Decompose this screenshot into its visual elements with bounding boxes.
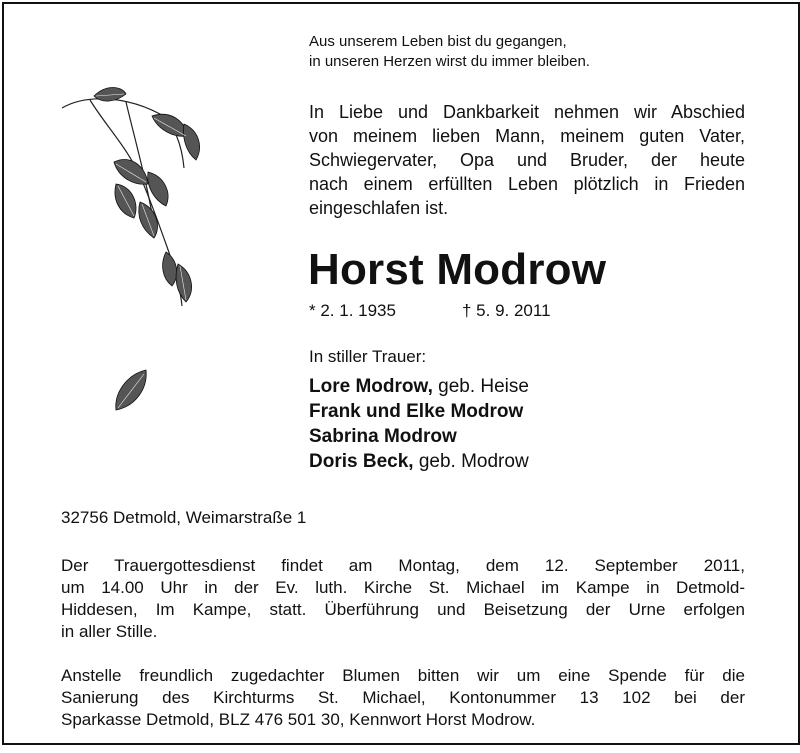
mourner-item xyxy=(309,374,529,399)
donation-line: Anstelle freundlich zugedachter Blumen bitten wir um eine Spende für die xyxy=(61,666,745,685)
service-line: in aller Stille. xyxy=(61,622,158,641)
intro-line: von meinem lieben Mann, meinem guten Vater, xyxy=(309,126,745,146)
intro-line: Schwiegervater, Opa und Bruder, der heute xyxy=(309,150,745,170)
service-line: um 14.00 Uhr in der Ev. luth. Kirche St. Michael im Kampe in Detmold- xyxy=(61,578,745,597)
service-info xyxy=(61,555,745,643)
service-line: Hiddesen, Im Kampe, statt. Überführung und Beisetzung der Urne erfolgen xyxy=(61,600,745,619)
service-line: Der Trauergottesdienst findet am Montag, dem 12. September 2011, xyxy=(61,556,745,575)
birth-date: * 2. 1. 1935 xyxy=(309,301,396,320)
mourner-note: geb. Modrow xyxy=(413,451,529,472)
deceased-name: Horst Modrow xyxy=(308,245,607,294)
mourning-heading: In stiller Trauer: xyxy=(309,347,427,366)
motto-line: Aus unserem Leben bist du gegangen, xyxy=(309,33,567,50)
mourner-item xyxy=(309,449,529,474)
intro-text xyxy=(309,100,745,220)
mourner-name: Doris Beck, xyxy=(309,451,414,472)
falling-leaf-illustration xyxy=(112,366,152,416)
mourner-item xyxy=(309,424,529,449)
mourner-note: geb. Heise xyxy=(432,376,529,397)
mourner-name: Sabrina Modrow xyxy=(309,426,457,447)
donation-line: Sanierung des Kirchturms St. Michael, Kontonummer 13 102 bei der xyxy=(61,688,745,707)
family-address: 32756 Detmold, Weimarstraße 1 xyxy=(61,508,307,527)
birch-branch-illustration xyxy=(56,76,206,336)
intro-line: In Liebe und Dankbarkeit nehmen wir Abschied xyxy=(309,102,745,122)
motto-verse xyxy=(309,32,590,72)
mourners-list xyxy=(309,374,529,474)
mourner-name: Lore Modrow, xyxy=(309,376,433,397)
donation-line: Sparkasse Detmold, BLZ 476 501 30, Kennwort Horst Modrow. xyxy=(61,710,536,729)
obituary-notice xyxy=(2,2,800,745)
intro-line: nach einem erfüllten Leben plötzlich in Frieden xyxy=(309,174,745,194)
mourner-item xyxy=(309,399,529,424)
motto-line: in unseren Herzen wirst du immer bleiben. xyxy=(309,53,590,70)
mourner-name: Frank und Elke Modrow xyxy=(309,401,524,422)
death-date: † 5. 9. 2011 xyxy=(462,301,551,320)
intro-line: eingeschlafen ist. xyxy=(309,198,449,218)
donation-info xyxy=(61,665,745,731)
